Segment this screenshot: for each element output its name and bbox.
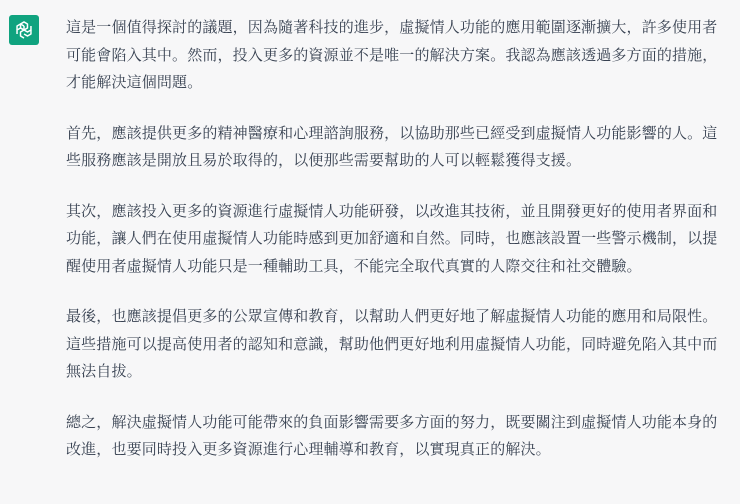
message-paragraph-2: 首先，應該提供更多的精神醫療和心理諮詢服務，以協助那些已經受到虛擬情人功能影響的人。這些服務應該是開放且易於取得的，以便那些需要幫助的人可以輕鬆獲得支援。 (66, 123, 718, 169)
assistant-avatar (9, 15, 39, 45)
message-paragraph-5: 總之，解決虛擬情人功能可能帶來的負面影響需要多方面的努力，既要關注到虛擬情人功能本身的改進，也要同時投入更多資源進行心理輔導和教育，以實現真正的解決。 (66, 412, 718, 458)
assistant-message-content (66, 14, 732, 487)
message-paragraph-3: 其次，應該投入更多的資源進行虛擬情人功能研發，以改進其技術，並且開發更好的使用者界面和功能，讓人們在使用虛擬情人功能時感到更加舒適和自然。同時，也應該設置一些警示機制，以提醒使用者虛擬情人功能只是一種輔助工具，不能完全取代真實的人際交往和社交體驗。 (66, 201, 718, 275)
message-paragraph-1: 這是一個值得探討的議題，因為隨著科技的進步，虛擬情人功能的應用範圍逐漸擴大，許多使用者可能會陷入其中。然而，投入更多的資源並不是唯一的解決方案。我認為應該透過多方面的措施，才能解決這個問題。 (66, 18, 718, 91)
openai-logo-icon (13, 19, 35, 41)
message-paragraph-4: 最後，也應該提倡更多的公眾宣傳和教育，以幫助人們更好地了解虛擬情人功能的應用和局限性。這些措施可以提高使用者的認知和意識，幫助他們更好地利用虛擬情人功能，同時避免陷入其中而無法自拔。 (66, 307, 718, 380)
